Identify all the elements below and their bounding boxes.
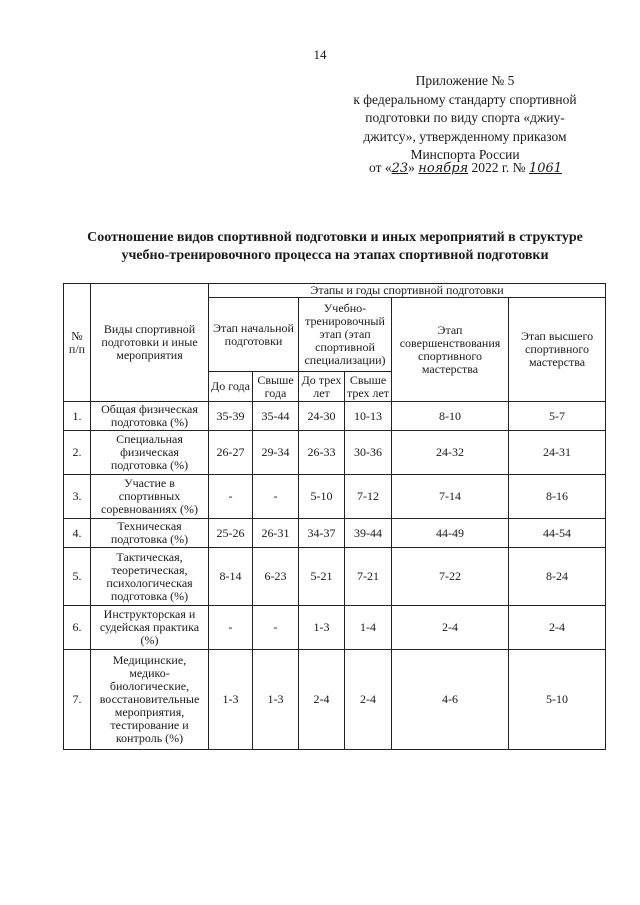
cell-value: 30-36 — [345, 431, 392, 475]
cell-value: 25-26 — [209, 519, 253, 548]
cell-value: 8-16 — [509, 475, 606, 519]
row-number: 4. — [64, 519, 91, 548]
order-day-handwritten: 23 — [391, 161, 409, 176]
row-number: 3. — [64, 475, 91, 519]
title-line-1: Соотношение видов спортивной подготовки и иных мероприятий в структуре — [87, 230, 583, 245]
cell-value: 8-24 — [509, 548, 606, 606]
header-upto-3-years: До трех лет — [299, 372, 345, 402]
appendix-line: Минспорта России — [410, 147, 520, 162]
cell-value: 44-49 — [392, 519, 509, 548]
header-training-stage: Учебно-тренировочный этап (этап спортивной специализации) — [299, 298, 392, 372]
row-activity: Медицинские, медико-биологические, восстановительные мероприятия, тестирование и контроль (%) — [91, 650, 209, 750]
row-activity: Общая физическая подготовка (%) — [91, 402, 209, 431]
cell-value: 5-7 — [509, 402, 606, 431]
cell-value: 39-44 — [345, 519, 392, 548]
row-number: 6. — [64, 606, 91, 650]
header-initial-stage: Этап начальной подготовки — [209, 298, 299, 372]
header-activity-type: Виды спортивной подготовки и иные мероприятия — [91, 284, 209, 402]
table-row — [64, 519, 606, 548]
cell-value: 29-34 — [253, 431, 299, 475]
cell-value: 1-3 — [253, 650, 299, 750]
appendix-header — [330, 72, 600, 165]
cell-value: 24-32 — [392, 431, 509, 475]
header-number: № п/п — [64, 284, 91, 402]
cell-value: 26-33 — [299, 431, 345, 475]
appendix-line: к федеральному стандарту спортивной — [353, 91, 577, 107]
table-row — [64, 650, 606, 750]
cell-value: 7-21 — [345, 548, 392, 606]
order-prefix: от « — [369, 160, 392, 175]
cell-value: 44-54 — [509, 519, 606, 548]
row-activity: Тактическая, теоретическая, психологическая подготовка (%) — [91, 548, 209, 606]
cell-value: 4-6 — [392, 650, 509, 750]
cell-value: 7-14 — [392, 475, 509, 519]
cell-value: - — [209, 606, 253, 650]
cell-value: 10-13 — [345, 402, 392, 431]
cell-value: 24-30 — [299, 402, 345, 431]
cell-value: 2-4 — [509, 606, 606, 650]
header-highest-stage: Этап высшего спортивного мастерства — [509, 298, 606, 402]
cell-value: 1-4 — [345, 606, 392, 650]
order-month-handwritten: ноября — [418, 161, 469, 176]
row-number: 5. — [64, 548, 91, 606]
order-reference — [369, 160, 562, 176]
cell-value: 26-31 — [253, 519, 299, 548]
header-excellence-stage: Этап совершенствования спортивного мастерства — [392, 298, 509, 402]
cell-value: 2-4 — [392, 606, 509, 650]
cell-value: 7-12 — [345, 475, 392, 519]
header-over-3-years: Свыше трех лет — [345, 372, 392, 402]
header-over-year: Свыше года — [253, 372, 299, 402]
cell-value: 34-37 — [299, 519, 345, 548]
table-row — [64, 548, 606, 606]
cell-value: - — [253, 606, 299, 650]
appendix-line: подготовки по виду спорта «джиу- — [365, 110, 565, 125]
cell-value: 26-27 — [209, 431, 253, 475]
cell-value: 2-4 — [345, 650, 392, 750]
cell-value: 7-22 — [392, 548, 509, 606]
cell-value: 5-10 — [299, 475, 345, 519]
cell-value: 1-3 — [209, 650, 253, 750]
cell-value: 6-23 — [253, 548, 299, 606]
order-mid: » — [408, 160, 419, 175]
row-number: 7. — [64, 650, 91, 750]
row-activity: Инструкторская и судейская практика (%) — [91, 606, 209, 650]
cell-value: - — [253, 475, 299, 519]
cell-value: 8-10 — [392, 402, 509, 431]
cell-value: 5-10 — [509, 650, 606, 750]
table-row — [64, 606, 606, 650]
row-activity: Участие в спортивных соревнованиях (%) — [91, 475, 209, 519]
table-row — [64, 431, 606, 475]
cell-value: 1-3 — [299, 606, 345, 650]
header-upto-year: До года — [209, 372, 253, 402]
appendix-title: Приложение № 5 — [415, 73, 515, 88]
page-number: 14 — [313, 47, 327, 62]
document-title — [40, 229, 630, 265]
cell-value: - — [209, 475, 253, 519]
cell-value: 2-4 — [299, 650, 345, 750]
row-number: 1. — [64, 402, 91, 431]
header-stages: Этапы и годы спортивной подготовки — [209, 284, 606, 298]
row-activity: Техническая подготовка (%) — [91, 519, 209, 548]
table-row — [64, 402, 606, 431]
row-activity: Специальная физическая подготовка (%) — [91, 431, 209, 475]
title-line-2: учебно-тренировочного процесса на этапах спортивной подготовки — [121, 248, 549, 263]
order-year: 2022 г. № — [468, 160, 529, 175]
cell-value: 5-21 — [299, 548, 345, 606]
training-ratio-table — [63, 283, 606, 750]
cell-value: 35-44 — [253, 402, 299, 431]
table-row — [64, 475, 606, 519]
cell-value: 8-14 — [209, 548, 253, 606]
cell-value: 35-39 — [209, 402, 253, 431]
row-number: 2. — [64, 431, 91, 475]
order-number-handwritten: 1061 — [528, 161, 563, 176]
cell-value: 24-31 — [509, 431, 606, 475]
appendix-line: джитсу», утвержденному приказом — [363, 128, 567, 144]
